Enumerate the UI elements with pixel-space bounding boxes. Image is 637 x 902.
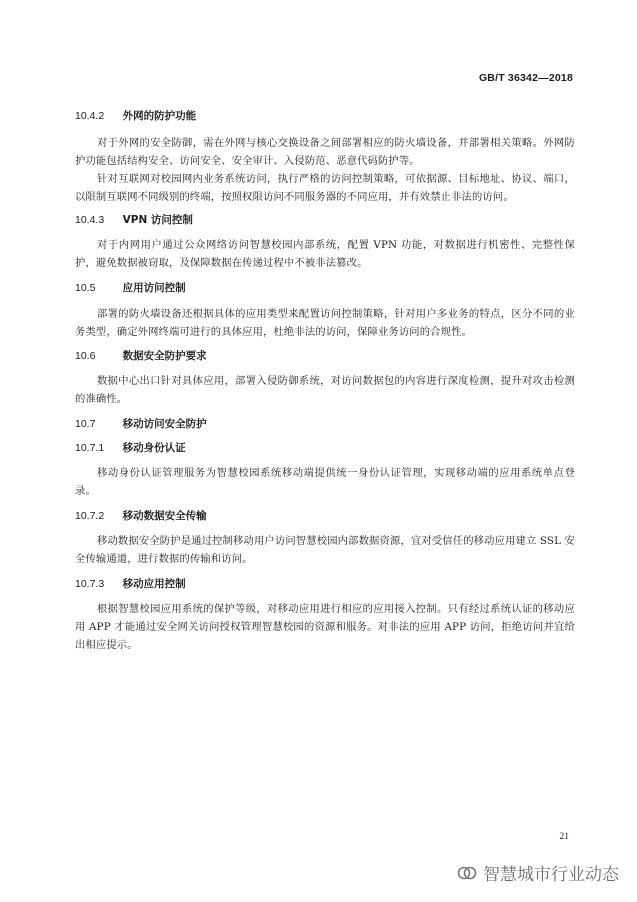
- section-heading: [75, 416, 207, 431]
- section-heading: [75, 576, 186, 591]
- paragraph: 移动数据安全防护是通过控制移动用户访问智慧校园内部数据资源，宜对受信任的移动应用建立 SSL 安全传输通道，进行数据的传输和访问。: [75, 535, 575, 565]
- watermark: [457, 860, 619, 885]
- section-heading: [75, 108, 196, 123]
- watermark-text: 智慧城市行业动态: [483, 865, 619, 885]
- paragraph: 部署的防火墙设备还根据具体的应用类型来配置访问控制策略，针对用户多业务的特点，区分不同的业务类型，确定外网终端可进行的具体应用，杜绝非法的访问，保障业务访问的合规性。: [75, 308, 575, 338]
- paragraph: 对于内网用户通过公众网络访问智慧校园内部系统，配置 VPN 功能，对数据进行机密性、完整性保护，避免数据被窃取，及保障数据在传递过程中不被非法篡改。: [75, 239, 575, 269]
- section-number: 10.6: [75, 350, 96, 362]
- paragraph: 对于外网的安全防御，需在外网与核心交换设备之间部署相应的防火墙设备，并部署相关策略。外网防护功能包括结构安全、访问安全、安全审计、入侵防范、恶意代码防护等。: [75, 137, 575, 167]
- section-title: 移动访问安全防护: [122, 418, 207, 430]
- paragraph: 移动身份认证管理服务为智慧校园系统移动端提供统一身份认证管理，实现移动端的应用系统单点登录。: [75, 467, 575, 497]
- section-number: 10.5: [75, 282, 96, 294]
- section-title: 应用访问控制: [122, 282, 186, 294]
- section-title: 外网的防护功能: [122, 110, 197, 122]
- section-heading: [75, 440, 186, 455]
- wechat-official-account-icon: [457, 864, 477, 882]
- section-number: 10.4.2: [75, 110, 105, 122]
- section-title: VPN 访问控制: [122, 214, 193, 226]
- section-number: 10.7.3: [75, 578, 105, 590]
- section-heading: [75, 280, 186, 295]
- paragraph: 针对互联网对校园网内业务系统访问，执行严格的访问控制策略，可依据源、目标地址、协议、端口，以限制互联网不同级别的终端，按照权限访问不同服务器的不同应用，并有效禁止非法的访问。: [75, 173, 575, 203]
- standard-code: GB/T 36342—2018: [478, 72, 573, 84]
- section-title: 移动数据安全传输: [122, 510, 207, 522]
- section-heading: [75, 508, 207, 523]
- section-number: 10.7.1: [75, 442, 105, 454]
- section-heading: [75, 212, 193, 227]
- section-number: 10.7: [75, 418, 96, 430]
- paragraph: 数据中心出口针对具体应用，部署入侵防御系统，对访问数据包的内容进行深度检测，提升对攻击检测的准确性。: [75, 375, 575, 405]
- paragraph: 根据智慧校园应用系统的保护等级，对移动应用进行相应的应用接入控制。只有经过系统认证的移动应用 APP 才能通过安全网关访问授权管理智慧校园的资源和服务。对非法的应用 APP 访问，拒绝访问并宜给出相应提示。: [75, 603, 575, 651]
- section-title: 数据安全防护要求: [122, 350, 207, 362]
- section-number: 10.4.3: [75, 214, 105, 226]
- page-number: 21: [559, 832, 569, 842]
- section-number: 10.7.2: [75, 510, 105, 522]
- section-heading: [75, 348, 207, 363]
- section-title: 移动应用控制: [122, 578, 186, 590]
- section-title: 移动身份认证: [122, 442, 186, 454]
